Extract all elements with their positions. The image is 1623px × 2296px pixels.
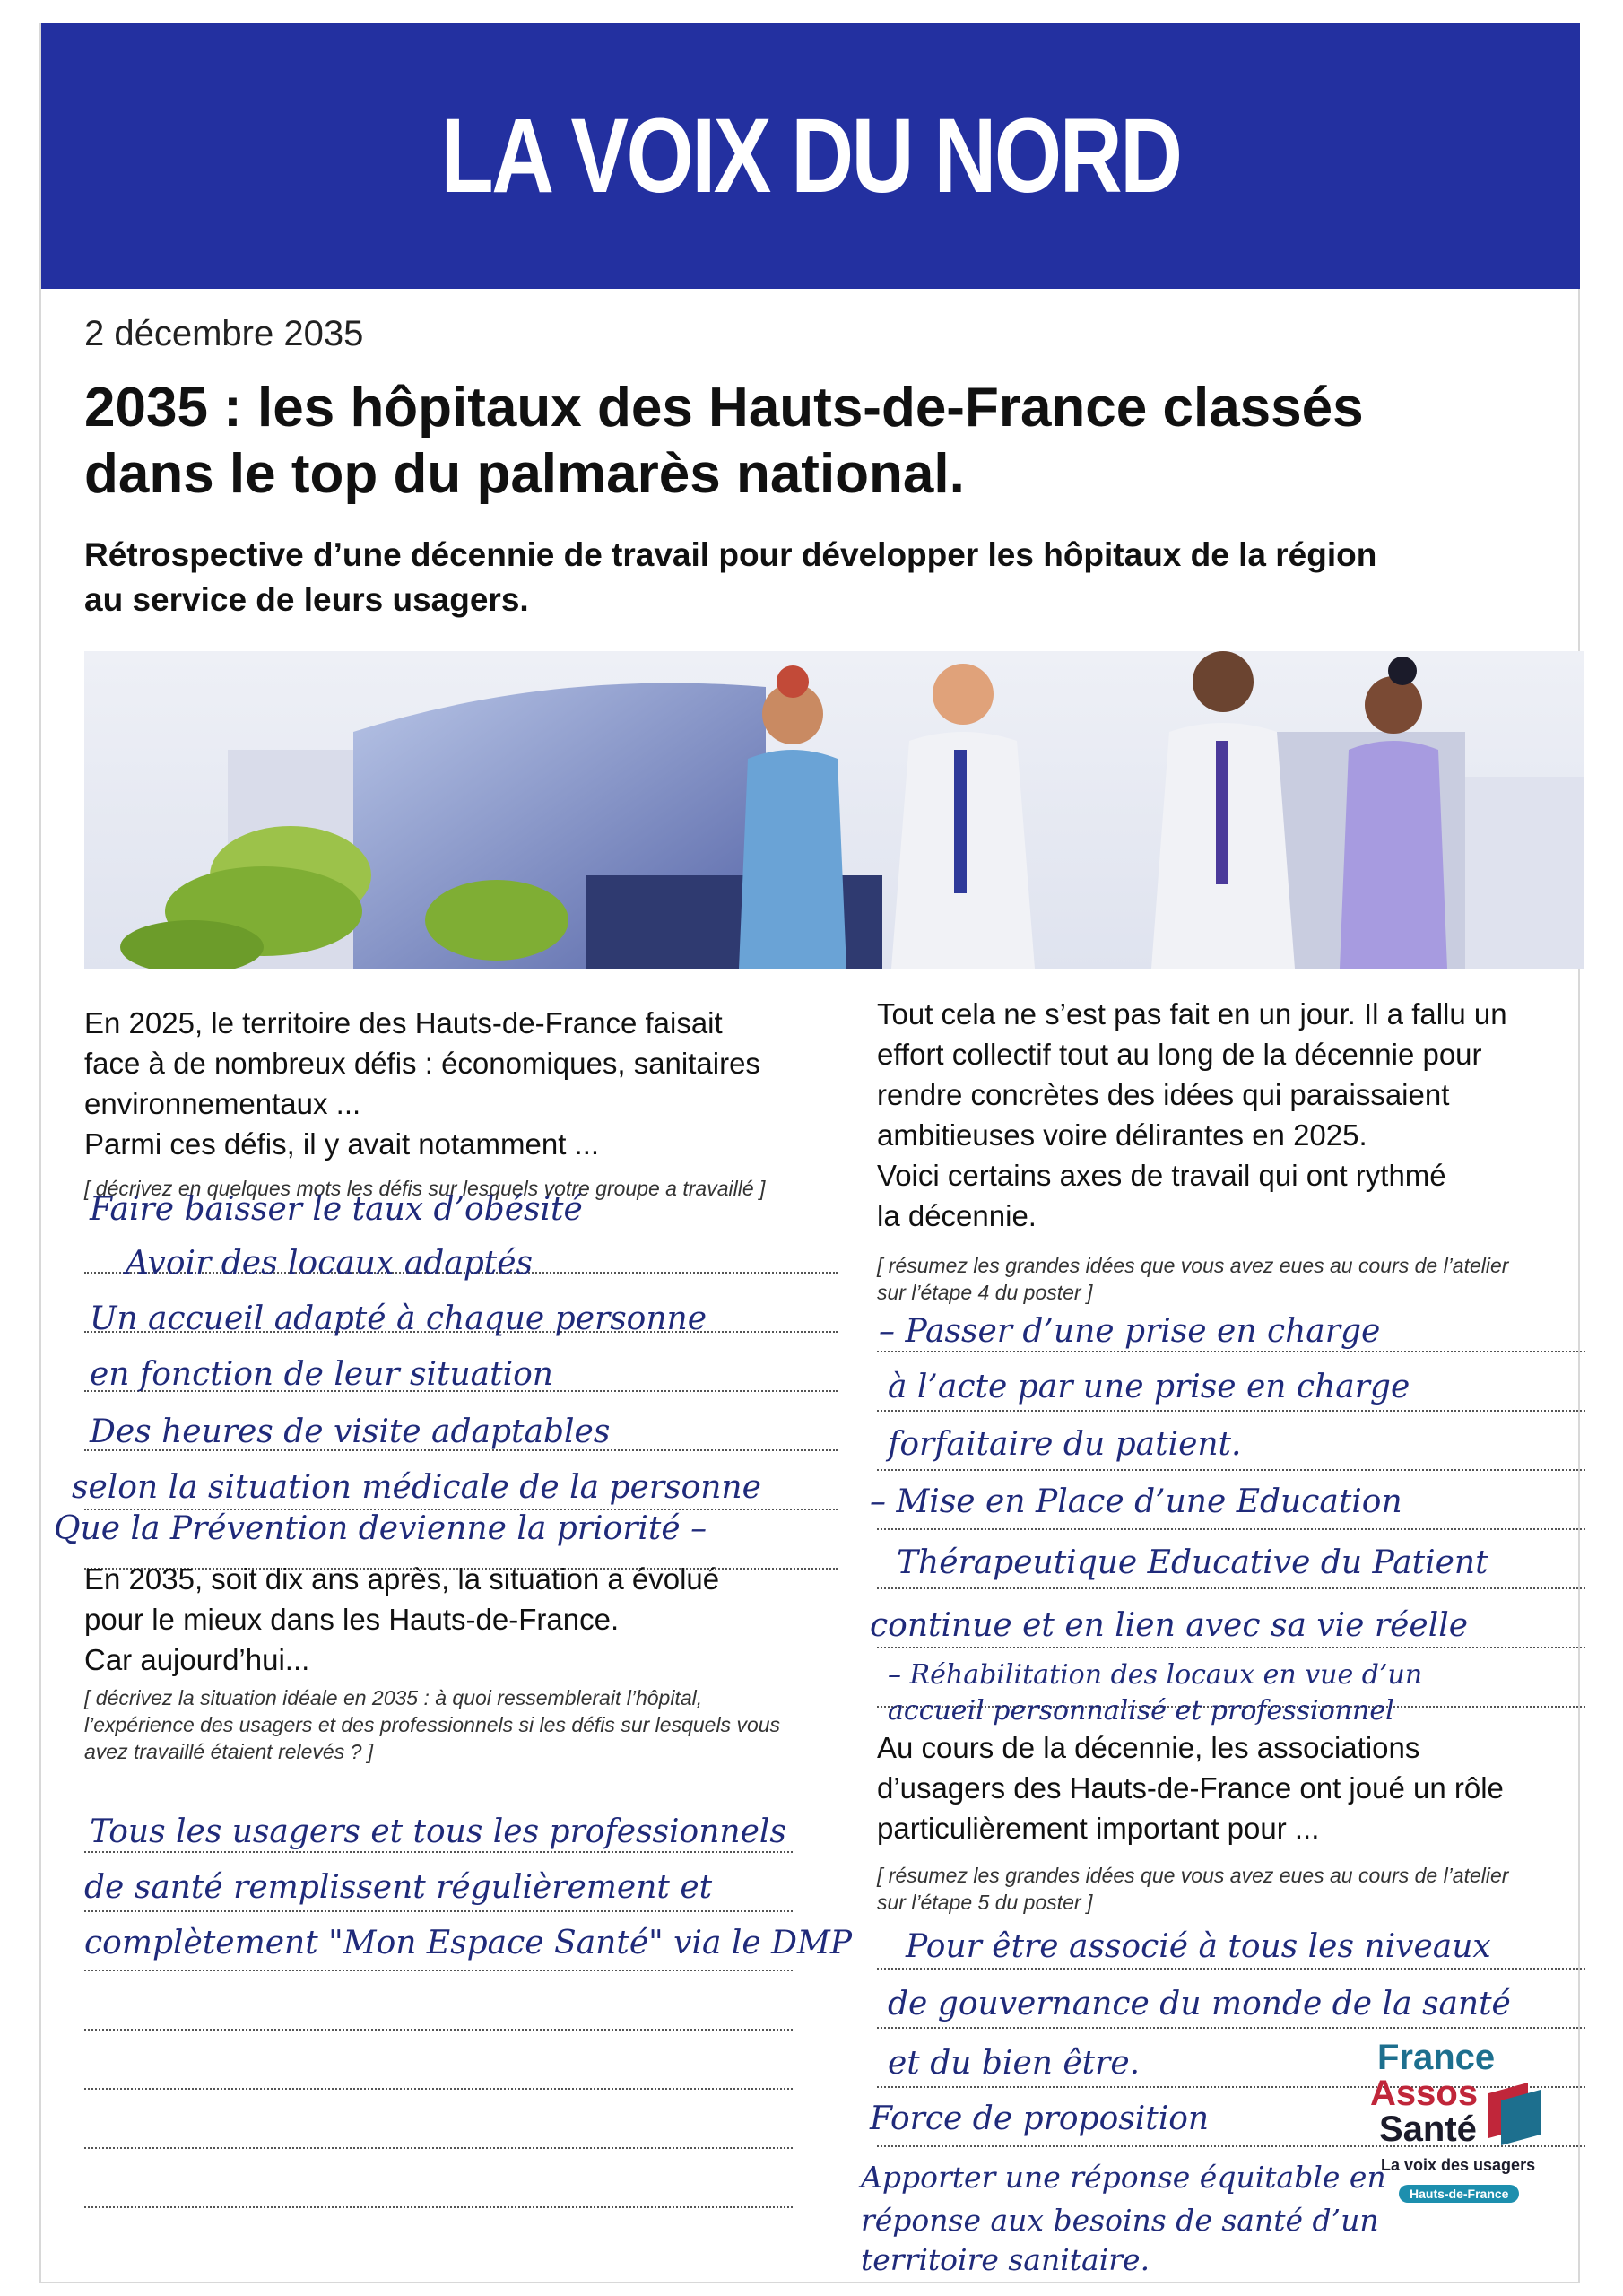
handwritten-axe: accueil personnalisé et professionnel [888,1695,1394,1726]
right-prompt-etape4: [ résumez les grandes idées que vous avez eues au cours de l’atelier sur l’étape 4 du poster ] [877,1254,1509,1304]
masthead-title: LA VOIX DU NORD [440,97,1181,215]
handwritten-association: de gouvernance du monde de la santé [888,1986,1511,2022]
handwritten-association: Force de proposition [870,2100,1210,2137]
handwritten-axe: – Passer d’une prise en charge [879,1313,1381,1350]
handwritten-defi: Un accueil adapté à chaque personne [90,1300,707,1337]
handwritten-defi: en fonction de leur situation [90,1356,553,1393]
handwritten-situation: complètement "Mon Espace Santé" via le DMP [84,1925,853,1961]
article-subhead [84,533,1519,622]
handwritten-axe: à l’acte par une prise en charge [888,1369,1410,1405]
handwritten-association: réponse aux besoins de santé d’un [861,2203,1379,2238]
left-intro: En 2025, le territoire des Hauts-de-France faisait face à de nombreux défis : économiques, sanitaires environnementaux ... Parmi ces défis, il y avait notamment ... [84,1006,760,1161]
handwritten-association: et du bien être. [888,2045,1141,2082]
handwritten-axe: forfaitaire du patient. [888,1426,1242,1463]
right-intro: Tout cela ne s’est pas fait en un jour. Il a fallu un effort collectif tout au long de la décennie pour rendre concrètes des idées qui paraissaient ambitieuses voire délirantes en 2025. Voici certains axes de travail qui ont rythmé la décennie. [877,997,1507,1232]
hospital-staff-illustration [84,651,1584,969]
article-date: 2 décembre 2035 [84,314,364,353]
subhead-line-2: au service de leurs usagers. [84,581,529,618]
france-assos-sante-logo: France Assos Santé La voix des usagers Hauts-de-France [1363,2038,1560,2217]
left-evolution: En 2035, soit dix ans après, la situation a évolué pour le mieux dans les Hauts-de-France. Car aujourd’hui... [84,1562,720,1676]
handwritten-defi: selon la situation médicale de la personne [72,1469,761,1506]
handwritten-defi: Faire baisser le taux d’obésité [90,1191,583,1228]
handwritten-axe: Thérapeutique Educative du Patient [897,1544,1488,1581]
handwritten-association: Pour être associé à tous les niveaux [906,1928,1491,1965]
logo-flags-icon [1488,2083,1542,2145]
handwritten-association: Apporter une réponse équitable en [861,2160,1386,2195]
handwritten-defi: Des heures de visite adaptables [90,1413,611,1450]
handwritten-defi: Avoir des locaux adaptés [126,1245,533,1282]
handwritten-situation: Tous les usagers et tous les professionnels [90,1813,786,1850]
handwritten-axe: continue et en lien avec sa vie réelle [870,1607,1469,1644]
handwritten-defi: Que la Prévention devienne la priorité – [54,1510,707,1547]
handwritten-situation: de santé remplissent régulièrement et [84,1869,713,1906]
headline-line-1: 2035 : les hôpitaux des Hauts-de-France classés [84,377,1364,439]
subhead-line-1: Rétrospective d’une décennie de travail pour développer les hôpitaux de la région [84,536,1377,573]
left-prompt-situation: [ décrivez la situation idéale en 2035 : à quoi ressemblerait l’hôpital, l’expérience des usagers et des professionnels si les défis sur lesquels vous avez travaillé étaient relevés ? ] [84,1686,781,1763]
masthead [41,23,1580,289]
handwritten-axe: – Mise en Place d’une Education [870,1483,1402,1520]
right-prompt-etape5: [ résumez les grandes idées que vous avez eues au cours de l’atelier sur l’étape 5 du poster ] [877,1864,1509,1914]
left-prompt-defis: [ décrivez en quelques mots les défis sur lesquels votre groupe a travaillé ] [84,1177,766,1200]
handwritten-axe: – Réhabilitation des locaux en vue d’un [888,1659,1423,1691]
article-headline [84,375,1555,508]
left-lines-situation [84,1794,793,2208]
handwritten-association: territoire sanitaire. [861,2242,1150,2277]
right-associations: Au cours de la décennie, les associations d’usagers des Hauts-de-France ont joué un rôle particulièrement important pour ... [877,1731,1504,1845]
headline-line-2: dans le top du palmarès national. [84,443,965,505]
